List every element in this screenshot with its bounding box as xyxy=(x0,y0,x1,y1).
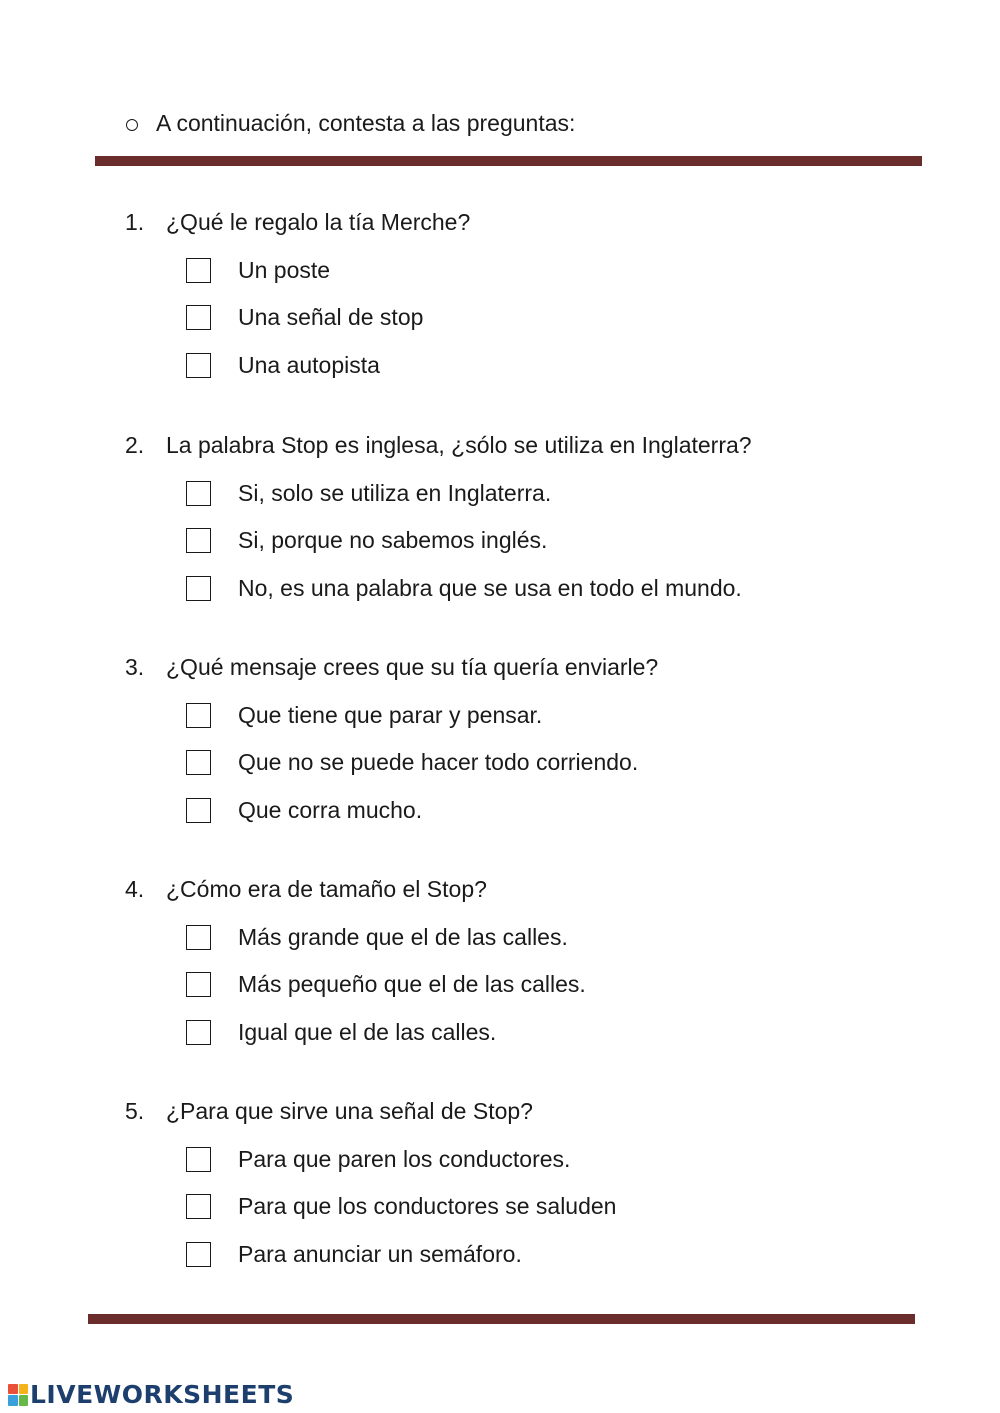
question-5 xyxy=(125,1096,945,1287)
option[interactable] xyxy=(186,526,945,556)
checkbox[interactable] xyxy=(186,353,211,378)
circle-bullet-icon xyxy=(126,119,138,131)
checkbox[interactable] xyxy=(186,798,211,823)
checkbox[interactable] xyxy=(186,305,211,330)
option[interactable] xyxy=(186,255,945,285)
question-number: 1. xyxy=(125,209,145,235)
option-label: No, es una palabra que se usa en todo el mundo. xyxy=(238,574,742,601)
option-label: Si, porque no sabemos inglés. xyxy=(238,527,548,553)
option[interactable] xyxy=(186,922,945,952)
liveworksheets-logo[interactable] xyxy=(8,1380,294,1409)
option[interactable] xyxy=(186,748,945,778)
options-list xyxy=(125,255,945,380)
question-text: ¿Cómo era de tamaño el Stop? xyxy=(166,876,487,902)
question-title xyxy=(125,207,945,237)
options-list xyxy=(125,1144,945,1269)
question-4 xyxy=(125,874,945,1065)
question-title xyxy=(125,430,945,460)
options-list xyxy=(125,922,945,1047)
question-number: 4. xyxy=(125,876,145,902)
option[interactable] xyxy=(186,700,945,730)
checkbox[interactable] xyxy=(186,1147,211,1172)
option[interactable] xyxy=(186,970,945,1000)
option[interactable] xyxy=(186,1017,945,1047)
checkbox[interactable] xyxy=(186,925,211,950)
logo-blocks-icon xyxy=(8,1384,28,1406)
logo-text: LIVEWORKSHEETS xyxy=(30,1380,295,1409)
checkbox[interactable] xyxy=(186,528,211,553)
checkbox[interactable] xyxy=(186,1194,211,1219)
question-number: 5. xyxy=(125,1098,145,1124)
option-label: Un poste xyxy=(238,256,331,283)
instruction xyxy=(126,110,575,137)
option-label: Igual que el de las calles. xyxy=(238,1018,497,1045)
option[interactable] xyxy=(186,1192,945,1222)
question-3 xyxy=(125,652,945,843)
question-text: ¿Para que sirve una señal de Stop? xyxy=(166,1098,533,1124)
question-1 xyxy=(125,207,945,398)
checkbox[interactable] xyxy=(186,481,211,506)
top-divider xyxy=(95,156,922,166)
checkbox[interactable] xyxy=(186,576,211,601)
option-label: Para que los conductores se saluden xyxy=(238,1193,617,1219)
option[interactable] xyxy=(186,1239,945,1269)
option-label: Que corra mucho. xyxy=(238,796,423,823)
question-text: ¿Qué mensaje crees que su tía quería enviarle? xyxy=(166,654,659,680)
option[interactable] xyxy=(186,795,945,825)
option[interactable] xyxy=(186,350,945,380)
checkbox[interactable] xyxy=(186,750,211,775)
instruction-text: A continuación, contesta a las preguntas: xyxy=(156,110,576,136)
checkbox[interactable] xyxy=(186,1242,211,1267)
question-title xyxy=(125,874,945,904)
options-list xyxy=(125,478,945,603)
question-2 xyxy=(125,430,945,621)
question-number: 3. xyxy=(125,654,145,680)
question-text: ¿Qué le regalo la tía Merche? xyxy=(166,209,471,235)
option-label: Una autopista xyxy=(238,351,380,378)
option-label: Más pequeño que el de las calles. xyxy=(238,971,586,997)
bottom-divider xyxy=(88,1314,915,1324)
question-title xyxy=(125,652,945,682)
option-label: Para que paren los conductores. xyxy=(238,1145,571,1172)
question-title xyxy=(125,1096,945,1126)
option-label: Si, solo se utiliza en Inglaterra. xyxy=(238,479,552,506)
option[interactable] xyxy=(186,1144,945,1174)
option-label: Para anunciar un semáforo. xyxy=(238,1240,522,1267)
option-label: Más grande que el de las calles. xyxy=(238,923,568,950)
option[interactable] xyxy=(186,478,945,508)
question-number: 2. xyxy=(125,432,145,458)
options-list xyxy=(125,700,945,825)
option[interactable] xyxy=(186,303,945,333)
option-label: Que no se puede hacer todo corriendo. xyxy=(238,749,639,775)
checkbox[interactable] xyxy=(186,1020,211,1045)
option[interactable] xyxy=(186,573,945,603)
checkbox[interactable] xyxy=(186,972,211,997)
option-label: Una señal de stop xyxy=(238,304,424,330)
checkbox[interactable] xyxy=(186,703,211,728)
option-label: Que tiene que parar y pensar. xyxy=(238,701,543,728)
checkbox[interactable] xyxy=(186,258,211,283)
question-text: La palabra Stop es inglesa, ¿sólo se utiliza en Inglaterra? xyxy=(166,432,752,458)
